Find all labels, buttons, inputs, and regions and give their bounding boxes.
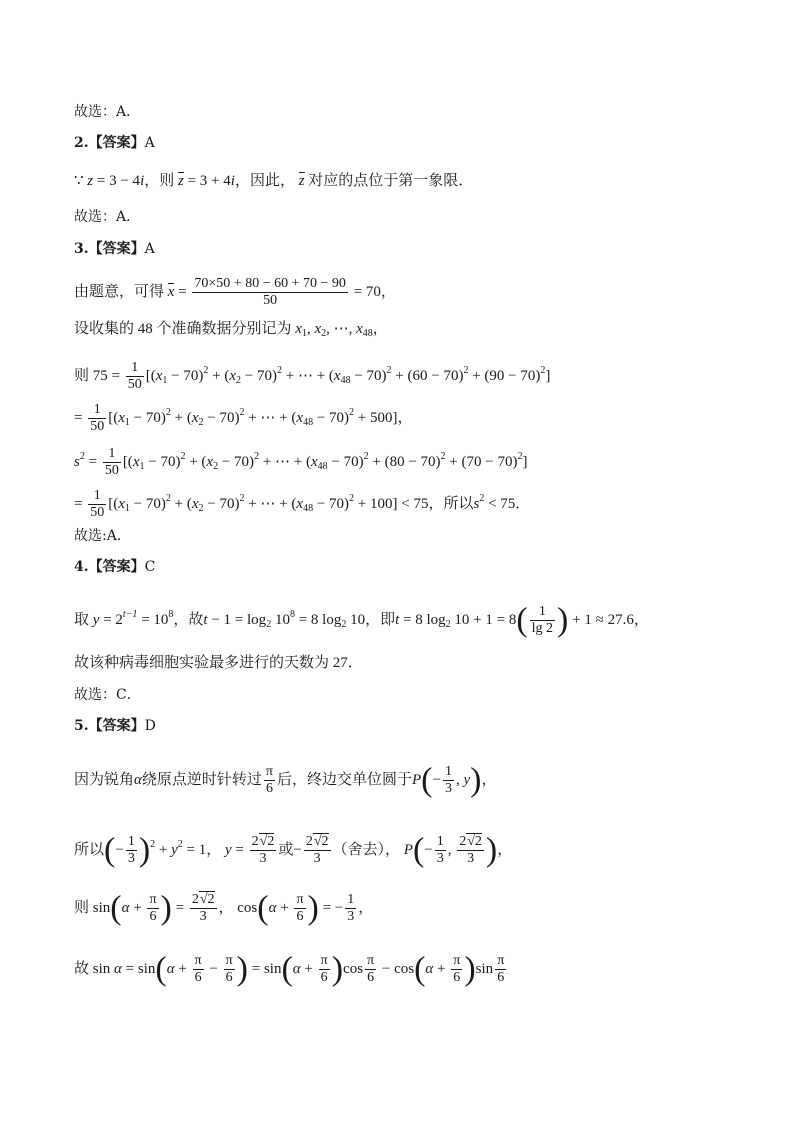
answer-heading-3: 3.【答案】A [74,241,155,257]
solution-2-line: ∵ z = 3 − 4i，则 z = 3 + 4i，因此， z 对应的点位于第一象限． [74,173,474,189]
solution-5-line3: 则 sin(α + $\frac{\pi}{6}$ ) = $\frac{2√2}{3}$ ， cos(α + $\frac{\pi}{6}$ ) = − $\frac{1}{3}$ ， [74,889,374,927]
select-line-4: 故选：C． [74,687,141,703]
select-line-1: 故选：A． [74,104,141,120]
select-line-3: 故选:A． [74,528,131,544]
solution-5-line2: 所以(− $\frac{1}{3}$ )$^2 + y^2 = 1$， y = $\frac{2√2}{3}$ 或− $\frac{2√2}{3}$ （舍去）， P(− $\frac{1}{3}$ , $\frac{2√2}{3}$ )， [74,831,513,869]
solution-5-line4: 故 sin α = sin(α + $\frac{\pi}{6}$ − $\frac{\pi}{6}$ ) = sin(α + $\frac{\pi}{6}$ )cos $\frac{\pi}{6}$ − cos(α + $\frac{\pi}{6}$ )sin $\frac{\pi}{6}$ [74,950,505,988]
solution-3-eq4: = $\frac{1}{50}$ [$(x_1 - 70)^2 + (x_2 - 70)^2$ + ⋯ + $(x_{48} - 70)^2 + 100] < 75$，所以$s^2 < 75$． [74,488,531,520]
solution-3-data: 设收集的 48 个准确数据分别记为 $x_1$, $x_2$, ⋯, $x_{48}$， [74,321,388,339]
solution-3-mean: 由题意，可得 x = $\frac{70\times 50 + 80 - 60 + 70 - 90}{50}$ = 70， [74,276,396,308]
solution-4-result: 故该种病毒细胞实验最多进行的天数为 27． [74,655,363,671]
answer-heading-2: 2.【答案】A [74,135,155,151]
solution-5-line1: 因为锐角α绕原点逆时针转过 $\frac{\pi}{6}$ 后，终边交单位圆于P(− $\frac{1}{3}$ , y)， [74,761,497,799]
select-line-2: 故选：A． [74,209,141,225]
solution-3-eq2: = $\frac{1}{50}$ [$(x_1 - 70)^2 + (x_2 - 70)^2$ + ⋯ + $(x_{48} - 70)^2 + 500$]， [74,402,413,434]
solution-4-line: 取 $y = 2^{t-1} = 10^8$，故$t - 1 = \log_2 10^8 = 8$ $\log_2 10$，即t = 8 $\log_2 10 + 1 = 8$( $\frac{1}{\lg 2}$ ) + 1 ≈ 27.6， [74,601,649,639]
solution-3-eq1: 则 75 = $\frac{1}{50}$ [$(x_1 - 70)^2 + (x_2 - 70)^2$ + ⋯ + $(x_{48} - 70)^2 + (60 - 70)^2 + (90 - 70)^2$] [74,360,551,392]
solution-3-eq3: $s^2$ = $\frac{1}{50}$ [$(x_1 - 70)^2 + (x_2 - 70)^2$ + ⋯ + $(x_{48} - 70)^2 + (80 - 70)^2 + (70 - 70)^2$] [74,446,528,478]
answer-heading-5: 5.【答案】D [74,718,156,734]
answer-heading-4: 4.【答案】C [74,559,156,575]
